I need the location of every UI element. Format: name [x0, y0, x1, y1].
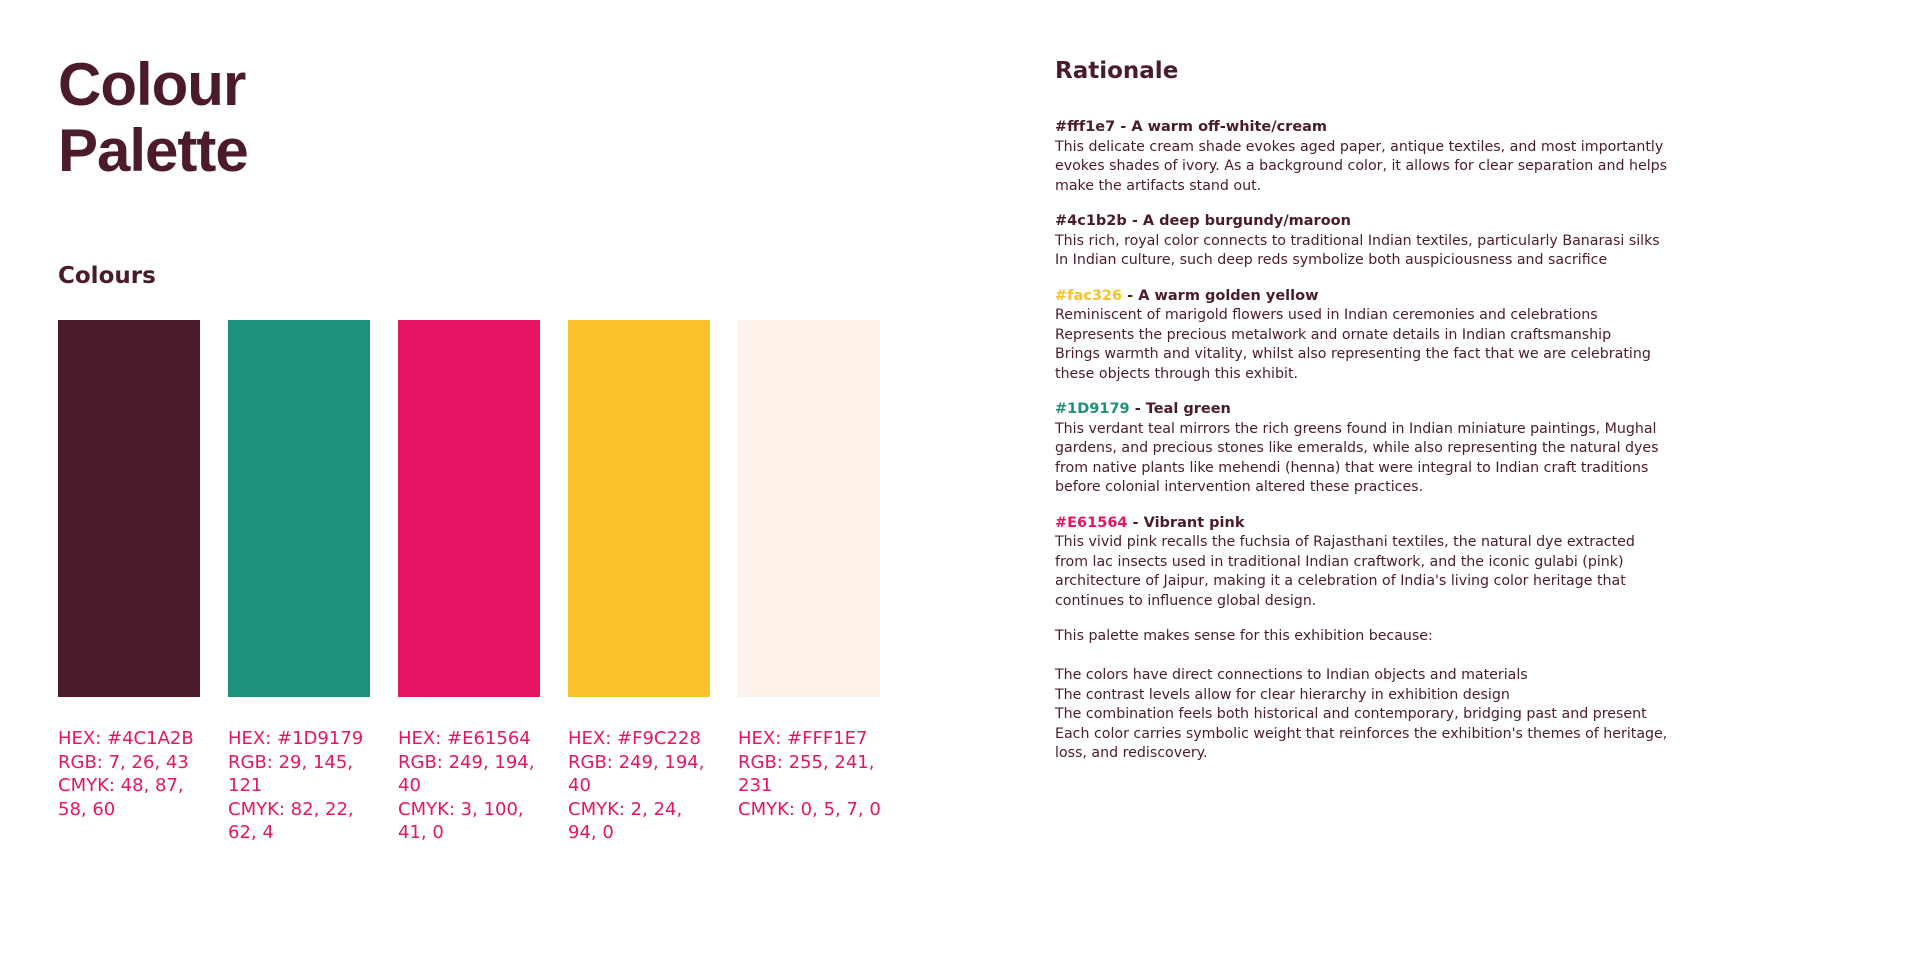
- colour-swatch: [58, 320, 200, 697]
- entry-line: these objects through this exhibit.: [1055, 365, 1299, 382]
- entry-line: continues to influence global design.: [1055, 592, 1317, 609]
- entry-line: from native plants like mehendi (henna) that were integral to Indian craft traditions: [1055, 459, 1649, 476]
- colours-subheading: Colours: [58, 263, 156, 289]
- entry-colour-code: #4c1b2b: [1055, 213, 1127, 229]
- swatch-hex: HEX: #4C1A2B: [58, 728, 194, 749]
- colour-swatch: [398, 320, 540, 697]
- entry-colour-name: - Vibrant pink: [1127, 514, 1245, 531]
- page-title: [58, 52, 248, 184]
- swatch-cmyk: CMYK: 3, 100,: [398, 798, 524, 820]
- entry-colour-code: #E61564: [1055, 514, 1128, 531]
- swatch-values: [568, 727, 728, 845]
- entry-line: architecture of Jaipur, making it a celebration of India's living color heritage that: [1055, 573, 1626, 589]
- closing-list: [1055, 666, 1695, 764]
- swatch-cmyk: CMYK: 2, 24,: [568, 798, 683, 820]
- closing-line: The contrast levels allow for clear hierarchy in exhibition design: [1055, 686, 1510, 703]
- entry-description: [1055, 232, 1695, 271]
- entry-line: This vivid pink recalls the fuchsia of Rajasthani textiles, the natural dye extracted: [1055, 534, 1635, 550]
- swatch-hex: HEX: #FFF1E7: [738, 728, 868, 749]
- closing-line: The combination feels both historical and contemporary, bridging past and present: [1055, 706, 1647, 722]
- entry-line: Represents the precious metalwork and ornate details in Indian craftsmanship: [1055, 326, 1612, 343]
- entry-description: [1055, 533, 1695, 611]
- swatch-rgb: RGB: 29, 145, 121: [228, 751, 354, 796]
- entry-heading: [1055, 400, 1695, 420]
- entry-line: from lac insects used in traditional Indian craftwork, and the iconic gulabi (pink): [1055, 553, 1624, 570]
- colour-swatch: [568, 320, 710, 697]
- rationale-closing: [1055, 627, 1695, 764]
- entry-colour-name: - Teal green: [1129, 401, 1231, 417]
- swatch-values: [228, 727, 388, 845]
- entry-colour-name: - A warm golden yellow: [1122, 287, 1319, 304]
- colour-swatch: [738, 320, 880, 697]
- entry-line: This rich, royal color connects to traditional Indian textiles, particularly Banarasi silks: [1055, 232, 1660, 249]
- entry-description: [1055, 138, 1695, 197]
- swatch-rgb: RGB: 249, 194,: [568, 751, 705, 773]
- page-title-line-2: Palette: [58, 117, 248, 184]
- swatch-rgb: 40: [398, 775, 421, 796]
- swatch-rgb: RGB: 249, 194,: [398, 751, 535, 773]
- swatch-cmyk: 62, 4: [228, 822, 274, 843]
- rationale-entry: [1055, 287, 1695, 385]
- swatch-values: [398, 727, 558, 845]
- entry-heading: [1055, 212, 1695, 232]
- swatch-values: [58, 727, 218, 821]
- entry-line: gardens, and precious stones like emeralds, while also representing the natural dyes: [1055, 440, 1659, 456]
- entry-line: before colonial intervention altered these practices.: [1055, 479, 1424, 495]
- swatch-cmyk: CMYK: 82, 22,: [228, 798, 354, 820]
- swatch-cmyk: CMYK: 0, 5, 7, 0: [738, 798, 881, 820]
- entry-colour-code: #fff1e7: [1055, 119, 1116, 135]
- page-title-line-1: Colour: [58, 51, 246, 118]
- swatch-cmyk: 58, 60: [58, 798, 116, 820]
- swatch-cmyk: 41, 0: [398, 822, 444, 843]
- entry-line: This delicate cream shade evokes aged paper, antique textiles, and most importantly: [1055, 138, 1664, 155]
- rationale-entry: [1055, 118, 1695, 196]
- rationale-list: [1055, 118, 1695, 611]
- swatch-cmyk: 94, 0: [568, 822, 614, 843]
- entry-colour-name: - A deep burgundy/maroon: [1126, 213, 1351, 229]
- colour-swatch: [228, 320, 370, 697]
- closing-line: The colors have direct connections to Indian objects and materials: [1055, 667, 1528, 683]
- closing-line: loss, and rediscovery.: [1055, 745, 1208, 761]
- swatch-hex: HEX: #E61564: [398, 728, 531, 749]
- rationale-entry: [1055, 514, 1695, 612]
- rationale-title: Rationale: [1055, 58, 1179, 84]
- swatch-rgb: RGB: 7, 26, 43: [58, 751, 189, 773]
- entry-heading: [1055, 118, 1695, 138]
- closing-intro: This palette makes sense for this exhibition because:: [1055, 628, 1433, 644]
- entry-colour-code: #1D9179: [1055, 401, 1130, 417]
- entry-line: make the artifacts stand out.: [1055, 177, 1262, 194]
- swatch-hex: HEX: #1D9179: [228, 728, 364, 749]
- rationale-entry: [1055, 212, 1695, 271]
- entry-heading: [1055, 514, 1695, 534]
- rationale-section: [1055, 58, 1695, 764]
- entry-description: [1055, 420, 1695, 498]
- swatch-cmyk: CMYK: 48, 87,: [58, 775, 184, 796]
- entry-colour-code: #fac326: [1055, 287, 1123, 304]
- swatch-hex: HEX: #F9C228: [568, 728, 701, 749]
- entry-line: This verdant teal mirrors the rich greens found in Indian miniature paintings, Mughal: [1055, 420, 1657, 437]
- entry-description: [1055, 306, 1695, 384]
- entry-colour-name: - A warm off-white/cream: [1115, 119, 1328, 135]
- entry-heading: [1055, 287, 1695, 307]
- entry-line: evokes shades of ivory. As a background color, it allows for clear separation and helps: [1055, 158, 1668, 174]
- swatch-rgb: RGB: 255, 241,: [738, 751, 875, 773]
- swatch-rgb: 40: [568, 775, 591, 796]
- entry-line: In Indian culture, such deep reds symbolize both auspiciousness and sacrifice: [1055, 252, 1608, 268]
- closing-line: Each color carries symbolic weight that reinforces the exhibition's themes of heritage,: [1055, 725, 1668, 742]
- entry-line: Brings warmth and vitality, whilst also representing the fact that we are celebrating: [1055, 346, 1651, 362]
- entry-line: Reminiscent of marigold flowers used in Indian ceremonies and celebrations: [1055, 307, 1598, 323]
- swatch-values: [738, 727, 898, 821]
- swatch-rgb: 231: [738, 775, 773, 796]
- rationale-entry: [1055, 400, 1695, 498]
